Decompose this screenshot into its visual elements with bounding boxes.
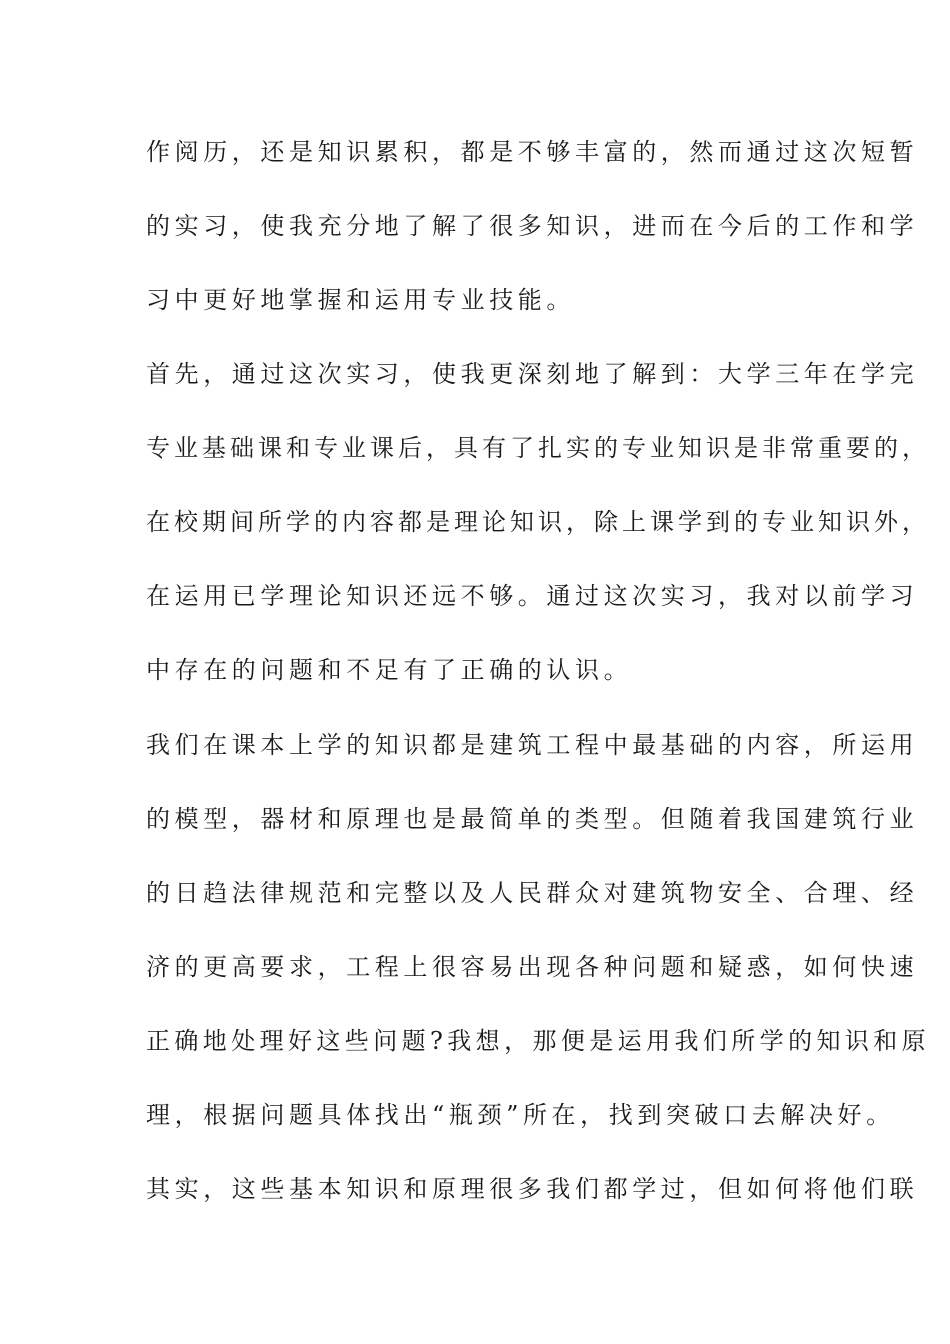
text-line: 专业基础课和专业课后，具有了扎实的专业知识是非常重要的，	[146, 434, 930, 462]
text-line: 中存在的问题和不足有了正确的认识。	[146, 656, 633, 684]
text-line: 济的更高要求，工程上很容易出现各种问题和疑惑，如何快速	[146, 953, 919, 981]
text-line: 我们在课本上学的知识都是建筑工程中最基础的内容，所运用	[146, 731, 919, 759]
text-line: 其实，这些基本知识和原理很多我们都学过，但如何将他们联	[146, 1175, 919, 1203]
text-line: 的实习，使我充分地了解了很多知识，进而在今后的工作和学	[146, 212, 919, 240]
text-line: 在校期间所学的内容都是理论知识，除上课学到的专业知识外，	[146, 508, 930, 536]
text-line: 正确地处理好这些问题?我想，那便是运用我们所学的知识和原	[146, 1027, 931, 1055]
text-line: 在运用已学理论知识还远不够。通过这次实习，我对以前学习	[146, 582, 919, 610]
text-line: 的模型，器材和原理也是最简单的类型。但随着我国建筑行业	[146, 805, 919, 833]
text-line: 习中更好地掌握和运用专业技能。	[146, 286, 575, 314]
text-line: 作阅历，还是知识累积，都是不够丰富的，然而通过这次短暂	[146, 138, 919, 166]
text-line: 理，根据问题具体找出“瓶颈”所在，找到突破口去解决好。	[146, 1101, 895, 1129]
text-line: 首先，通过这次实习，使我更深刻地了解到：大学三年在学完	[146, 360, 919, 388]
text-line: 的日趋法律规范和完整以及人民群众对建筑物安全、合理、经	[146, 879, 919, 907]
